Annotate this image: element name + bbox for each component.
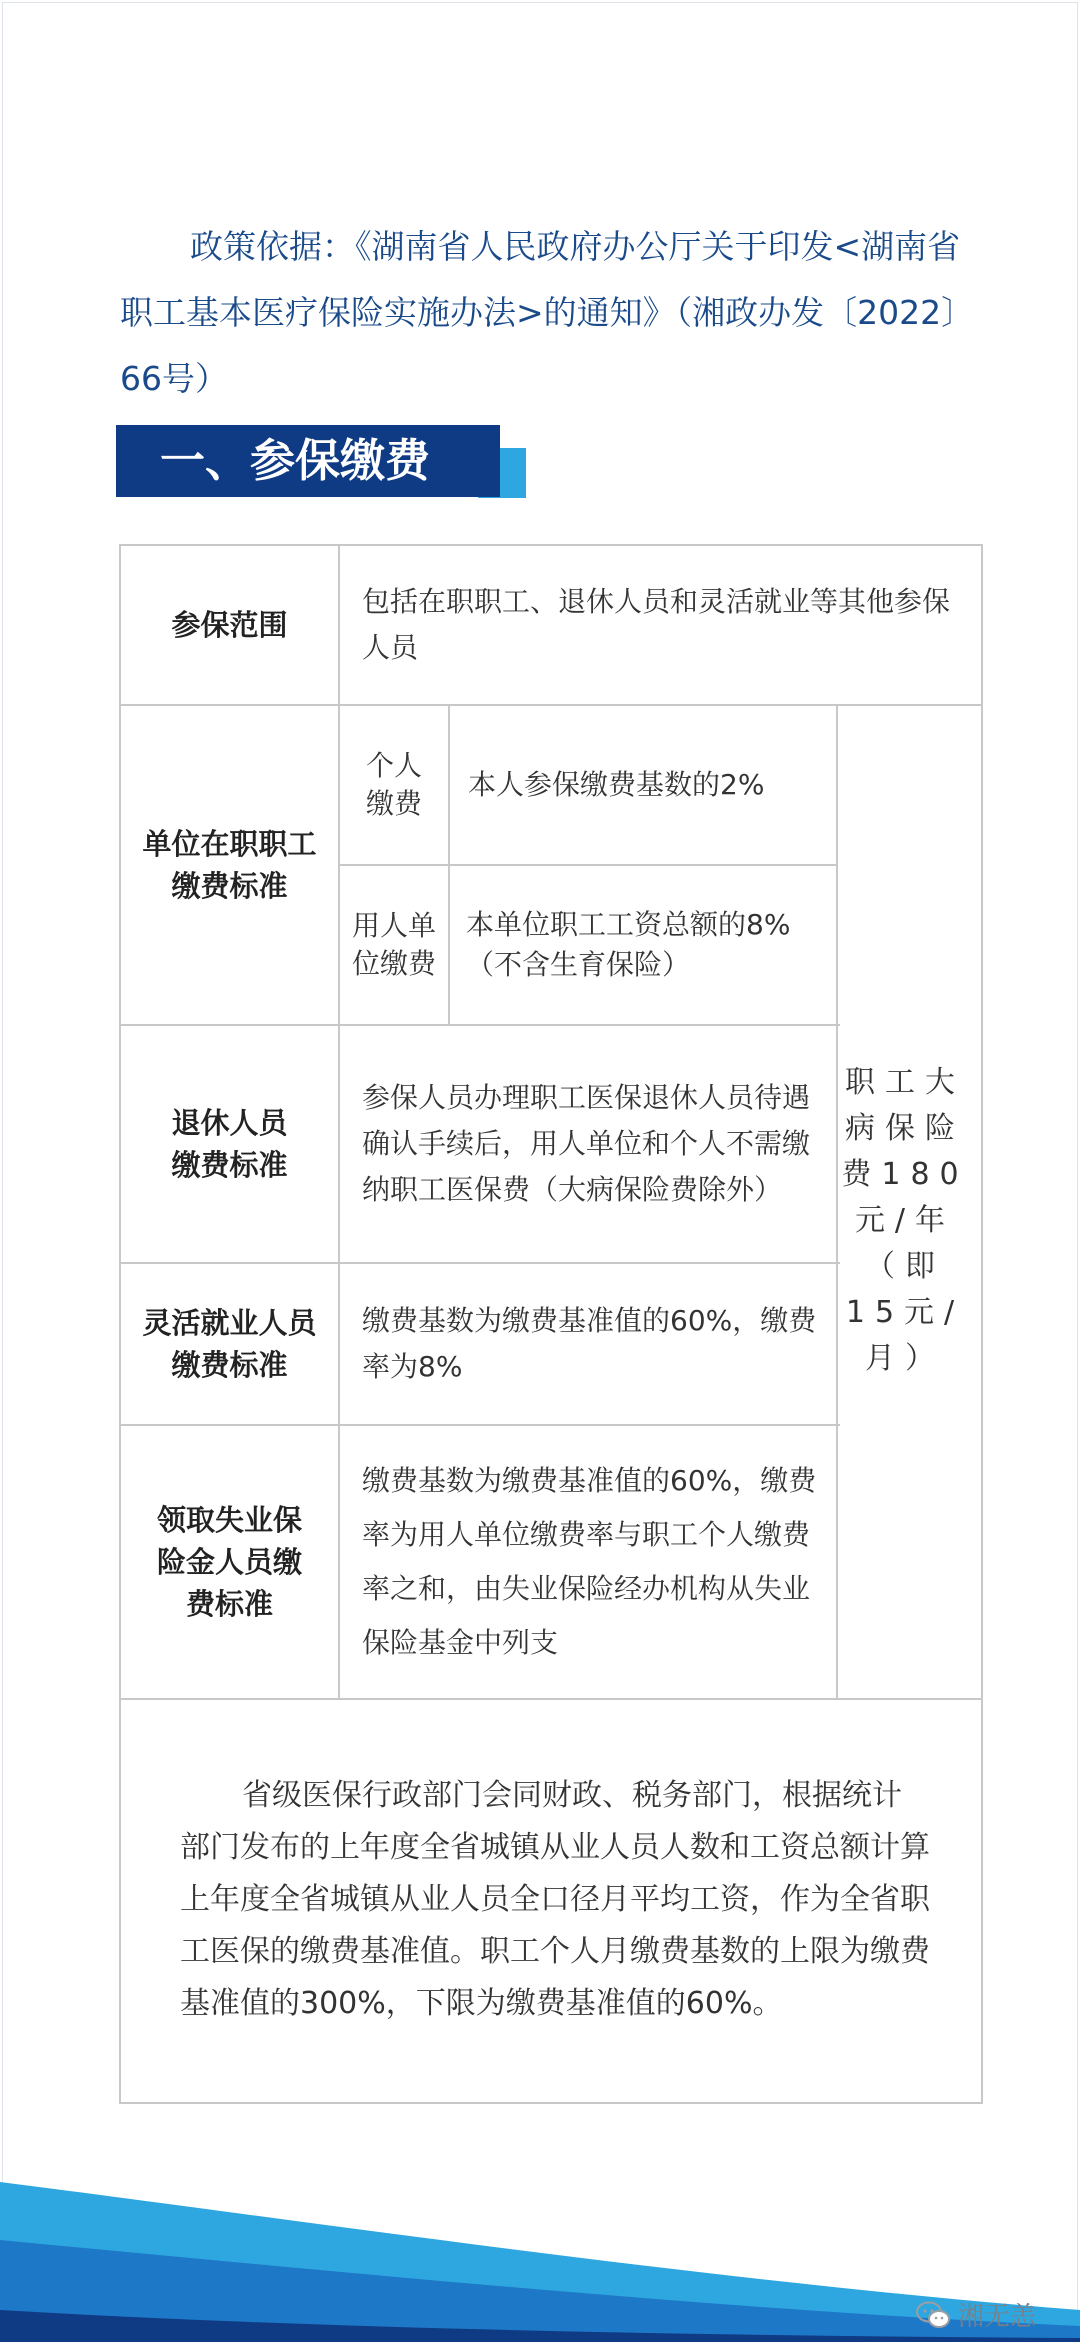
unemployed-label: 领取失业保险金人员缴费标准 [156, 1503, 302, 1621]
footer-brand [916, 2296, 1036, 2333]
personal-value: 本人参保缴费基数的2% [468, 768, 765, 801]
critical-illness-note: 职工大病保险费180元/年（即15元/月） [841, 1065, 969, 1376]
employer-value: 本单位职工工资总额的8%（不含生育保险） [466, 908, 791, 981]
retiree-label: 退休人员缴费标准 [171, 1106, 288, 1182]
section-title: 一、参保缴费 [116, 425, 500, 497]
scope-value: 包括在职职工、退休人员和灵活就业等其他参保人员 [362, 585, 951, 664]
table-footnote: 省级医保行政部门会同财政、税务部门，根据统计部门发布的上年度全省城镇从业人员人数和工资总额计算上年度全省城镇从业人员全口径月平均工资，作为全省职工医保的缴费基准值。职工个人月缴费基数的上限为缴费基准值的300%，下限为缴费基准值的60%。 [180, 1778, 930, 2021]
table-divider [448, 704, 450, 1026]
unemployed-value: 缴费基数为缴费基准值的60%，缴费率为用人单位缴费率与职工个人缴费率之和，由失业保险经办机构从失业保险基金中列支 [362, 1464, 817, 1659]
employee-label: 单位在职职工缴费标准 [142, 827, 317, 903]
flexible-label: 灵活就业人员缴费标准 [142, 1306, 317, 1382]
personal-label: 个人缴费 [365, 749, 422, 820]
table-divider [836, 704, 838, 1700]
retiree-value: 参保人员办理职工医保退休人员待遇确认手续后，用人单位和个人不需缴纳职工医保费（大病保险费除外） [362, 1081, 811, 1206]
flexible-value: 缴费基数为缴费基准值的60%，缴费率为8% [362, 1304, 817, 1383]
wechat-icon [916, 2301, 950, 2329]
brand-name: 湘无恙 [958, 2302, 1037, 2332]
table-divider [119, 1698, 983, 1700]
policy-basis: 政策依据：《湖南省人民政府办公厅关于印发<湖南省职工基本医疗保险实施办法>的通知》（湘政办发〔2022〕66号） [120, 227, 975, 398]
employer-label: 用人单位缴费 [351, 909, 436, 980]
scope-label: 参保范围 [171, 608, 288, 642]
